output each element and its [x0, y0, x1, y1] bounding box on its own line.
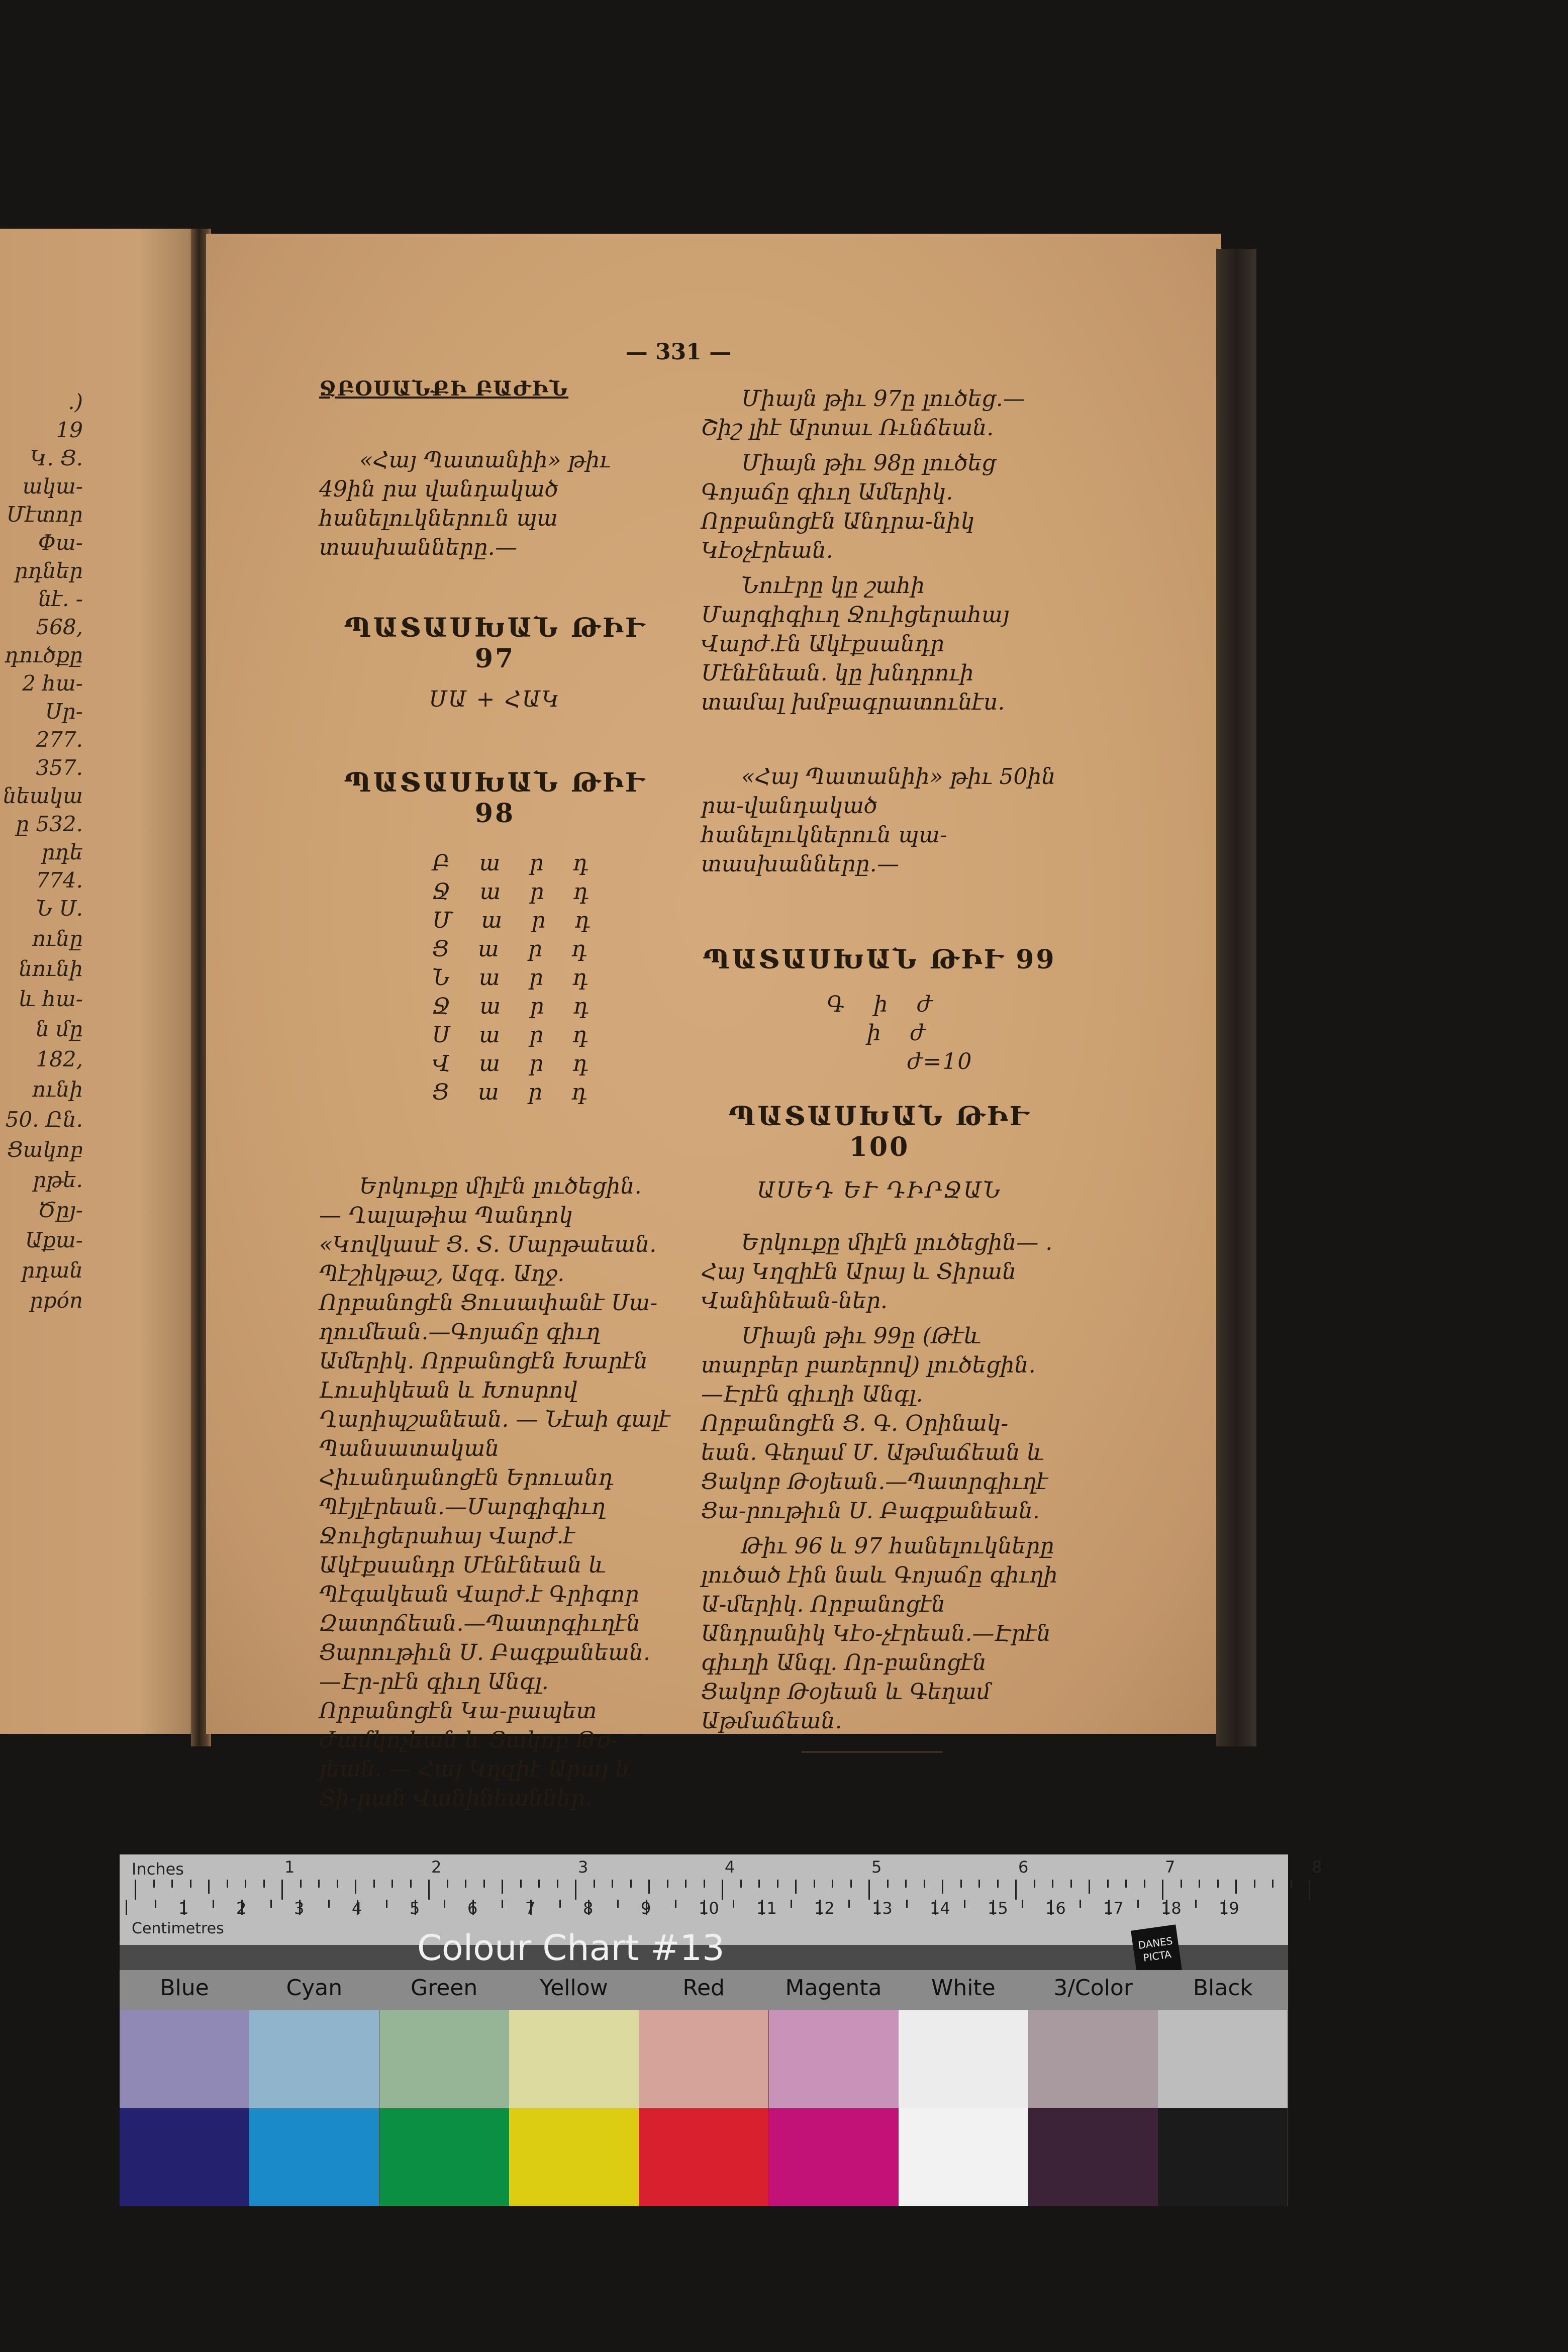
- inch-tick: [447, 1880, 448, 1888]
- inch-tick: [245, 1880, 246, 1888]
- cm-number: 10: [699, 1899, 719, 1918]
- cm-number: 11: [756, 1899, 777, 1918]
- inch-tick: [1070, 1880, 1072, 1888]
- cm-tick: [213, 1900, 214, 1908]
- end-ornament: [802, 1751, 942, 1753]
- left-page-line: 50. Ըն.: [5, 1107, 83, 1132]
- left-page-line: ակա-: [22, 474, 83, 499]
- cm-tick: [1195, 1900, 1197, 1908]
- inch-tick: [1144, 1880, 1145, 1888]
- left-page-line: Ցակոբ: [7, 1137, 83, 1162]
- right-top-notes: [701, 384, 1058, 717]
- inch-number: 8: [1312, 1857, 1322, 1877]
- inch-tick: [1181, 1880, 1182, 1888]
- right-top-paragraph: Նուէրը կը շահի Մարգիգիւղ Ջուիցերահայ Վարժ.էն Ակէքսանդր Մէնէնեան. կը խնդրուի տամալ խմբագրատունէս.: [701, 573, 1010, 715]
- left-page-text: [0, 389, 83, 1318]
- inch-tick: [281, 1880, 283, 1900]
- section-title: ՋԲՕՍԱՆՔԻ ԲԱԺԻՆ: [319, 377, 569, 401]
- cm-tick: [270, 1900, 272, 1908]
- right-solvers-paragraph: Երկուքը միլէն լուծեցին— . Հայ Կղզիէն Արայ և Տիրան Վանինեան-ներ.: [701, 1230, 1053, 1314]
- cm-tick: [848, 1900, 850, 1908]
- page-number: — 331 —: [625, 339, 732, 365]
- cm-tick: [1022, 1900, 1023, 1908]
- inch-tick: [832, 1880, 833, 1888]
- cm-number: 5: [410, 1899, 420, 1918]
- left-page-line: Փա-: [38, 530, 83, 555]
- swatch-label: Yellow: [540, 1975, 608, 2001]
- left-page-line: ը 532.: [16, 812, 83, 836]
- cm-number: 7: [525, 1899, 536, 1918]
- answer-99-row1: Գ ի ժ: [827, 992, 943, 1017]
- swatch-label: Magenta: [785, 1975, 882, 2001]
- answer-98-row: Ն ա ր դ: [432, 965, 599, 991]
- inch-tick: [337, 1880, 338, 1888]
- left-page-line: 2 հա-: [22, 671, 83, 696]
- inch-tick: [1107, 1880, 1109, 1888]
- inch-tick: [1254, 1880, 1255, 1888]
- inch-tick: [942, 1880, 943, 1894]
- inch-tick: [1125, 1880, 1127, 1888]
- inch-tick: [263, 1880, 265, 1888]
- inch-tick: [373, 1880, 375, 1888]
- cm-tick: [906, 1900, 908, 1908]
- swatch-label: Red: [682, 1975, 725, 2001]
- swatch-dark: [379, 2108, 509, 2206]
- left-solvers: Երկուքը միլէն լուծեցին․ — Ղալաթիա Պանդոկ «Կովկասէ Ց. Տ. Մարթաեան. Պէշիկթաշ, Ազգ. Աղջ. Որբանոցէն Ցուսափանէ Սա-ղումեան.—Գոյաճը գիւղ Ամերիկ. Որբանոցէն Խարէն Լուսիկեան և Խոսրով Ղարիպշանեան. — Նէաի գալէ Պանսատական Հիւանդանոցէն Երուանդ Պէյլէրեան.—Մարգիգիւղ Ջուիցերահայ Վարժ.է Ակէքսանդր Մէնէնեան և Պէգակեան Վարժ.է Գրիգոր Զատրճեան.—Պատրգիւղէն Ցարութիւն Ս. Բագքանեան.—Էր-րէն գիւղ Անգլ. Որբանոցէն Կա-բապետ Ժամկոչեան և Ցակոբ Թօ-յեան. — Հայ Կղզիէ Արայ և Տի-րան Վանինեաններ.: [319, 1173, 670, 1811]
- inch-tick: [960, 1880, 962, 1888]
- inch-tick: [850, 1880, 852, 1888]
- left-page-line: նեակա: [3, 783, 83, 808]
- inch-tick: [391, 1880, 393, 1888]
- left-page-line: Սր-: [45, 699, 83, 724]
- answer-99-title: ՊԱՏԱՍԽԱՆ ԹԻՒ 99: [703, 944, 1056, 975]
- inch-tick: [1291, 1880, 1292, 1888]
- cm-number: 4: [352, 1899, 362, 1918]
- answer-98-row: Վ ա ր դ: [432, 1051, 599, 1076]
- swatch-light: [509, 2010, 639, 2108]
- inch-tick: [905, 1880, 907, 1888]
- left-page-line: ունը: [32, 926, 83, 951]
- swatch-label: Black: [1193, 1975, 1253, 2001]
- inch-tick: [997, 1880, 999, 1888]
- swatch-light: [1028, 2010, 1158, 2108]
- swatch-dark: [639, 2108, 768, 2206]
- cm-tick: [502, 1900, 503, 1908]
- left-page-line: ն մը: [36, 1017, 83, 1041]
- left-page-line: րդան: [21, 1258, 83, 1283]
- inch-tick: [135, 1880, 136, 1900]
- inch-tick: [978, 1880, 980, 1888]
- right-top-paragraph: Միայն թիւ 98ը լուծեց Գոյաճը գիւղ Ամերիկ. Որբանոցէն Անդրա-նիկ Կէօչէրեան.: [701, 450, 996, 563]
- left-page-line: նէ. -: [38, 586, 83, 611]
- inch-tick: [1199, 1880, 1200, 1888]
- left-page-line: Ն Ս.: [36, 896, 83, 921]
- centimetres-label: Centimetres: [132, 1920, 224, 1937]
- inch-tick: [685, 1880, 687, 1888]
- left-page-line: 774.: [36, 868, 83, 893]
- swatch-dark: [509, 2108, 639, 2206]
- answer-98-row: Ջ ա ր դ: [432, 879, 600, 905]
- inch-tick: [483, 1880, 485, 1888]
- answer-98-row: Ց ա ր դ: [432, 936, 598, 962]
- inch-tick: [594, 1880, 595, 1888]
- swatch-light: [899, 2010, 1028, 2108]
- swatch-light: [1158, 2010, 1288, 2108]
- cm-number: 3: [294, 1899, 305, 1918]
- inch-tick: [520, 1880, 522, 1888]
- swatch-light: [769, 2010, 899, 2108]
- inch-tick: [704, 1880, 705, 1888]
- swatch-dark: [1158, 2108, 1288, 2206]
- inch-tick: [1217, 1880, 1219, 1888]
- inch-tick: [630, 1880, 632, 1888]
- cm-tick: [444, 1900, 445, 1908]
- cm-number: 18: [1161, 1899, 1182, 1918]
- inches-label: Inches: [132, 1859, 184, 1879]
- inch-tick: [740, 1880, 742, 1888]
- inch-tick: [1235, 1880, 1237, 1894]
- cm-tick: [964, 1900, 965, 1908]
- left-page-line: րդե: [41, 840, 83, 864]
- swatch-dark: [769, 2108, 899, 2206]
- answer-98-title: ՊԱՏԱՍԽԱՆ ԹԻՒ 98: [344, 767, 646, 829]
- answer-98-row: Ս ա ր դ: [432, 1022, 599, 1048]
- cm-number: 9: [641, 1899, 651, 1918]
- left-page-line: 19: [56, 418, 83, 442]
- inch-tick: [538, 1880, 540, 1888]
- swatch-label: White: [931, 1975, 996, 2001]
- left-page-line: Ծըյ-: [38, 1198, 83, 1222]
- cm-number: 6: [467, 1899, 478, 1918]
- left-page-line: Մէտոր: [6, 502, 83, 527]
- answer-97-text: ՍԱ + ՀԱԿ: [429, 687, 561, 712]
- cm-number: 19: [1219, 1899, 1239, 1918]
- intro-50: «Հայ Պատանիի» թիւ 50ին րա-վանդակած հանելուկներուն պա-տասխանները․—: [701, 764, 1056, 877]
- inch-tick: [227, 1880, 228, 1888]
- inch-tick: [1309, 1880, 1310, 1900]
- left-page-line: Աքա-: [25, 1228, 83, 1252]
- inch-tick: [208, 1880, 210, 1894]
- cm-number: 8: [583, 1899, 594, 1918]
- chart-title: Colour Chart #13: [417, 1927, 725, 1969]
- cm-number: 1: [178, 1899, 189, 1918]
- cm-tick: [155, 1900, 156, 1908]
- right-column: [701, 384, 1058, 1753]
- cm-tick: [386, 1900, 387, 1908]
- left-page-line: րթե.: [33, 1167, 83, 1192]
- inch-number: 6: [1018, 1857, 1029, 1877]
- swatch-light: [120, 2010, 249, 2108]
- cm-tick: [126, 1900, 127, 1915]
- cm-tick: [617, 1900, 619, 1908]
- inch-tick: [722, 1880, 723, 1900]
- cm-number: 2: [236, 1899, 247, 1918]
- inch-tick: [1034, 1880, 1035, 1888]
- swatch-label: Cyan: [286, 1975, 343, 2001]
- inch-tick: [612, 1880, 613, 1888]
- swatch-dark: [1028, 2108, 1158, 2206]
- right-top-paragraph: Միայն թիւ 97ը լուծեց.—Շիշ լիէ Արտաւ Ռւնճեան.: [701, 386, 1025, 441]
- cm-tick: [559, 1900, 561, 1908]
- answer-97-title: ՊԱՏԱՍԽԱՆ ԹԻՒ 97: [344, 613, 646, 674]
- inch-tick: [1052, 1880, 1053, 1888]
- left-page-line: դուծքը: [5, 643, 83, 667]
- answer-99-row3: ժ=10: [907, 1049, 973, 1074]
- cm-tick: [791, 1900, 792, 1908]
- answer-100-title: ՊԱՏԱՍԽԱՆ ԹԻՒ 100: [728, 1101, 1031, 1162]
- answer-98-rows: [319, 849, 671, 1107]
- intro-49: «Հայ Պատանիի» թիւ 49ին րա վանդակած հանելուկներուն պա տասխանները․—: [319, 447, 611, 560]
- swatch-dark: [120, 2108, 249, 2206]
- inch-tick: [318, 1880, 320, 1888]
- swatch-dark: [249, 2108, 379, 2206]
- swatch-label: 3/Color: [1053, 1975, 1133, 2001]
- swatch-label: Blue: [160, 1975, 209, 2001]
- inch-tick: [1089, 1880, 1090, 1894]
- inch-tick: [667, 1880, 668, 1888]
- left-column: [319, 377, 671, 1819]
- inch-tick: [557, 1880, 558, 1888]
- inch-number: 1: [284, 1857, 295, 1877]
- cm-tick: [733, 1900, 734, 1908]
- inch-tick: [153, 1880, 155, 1888]
- danes-picta-logo: DANES PICTA: [1131, 1924, 1184, 1990]
- cm-number: 12: [814, 1899, 835, 1918]
- inch-tick: [814, 1880, 815, 1888]
- answer-99-row2: ի ժ: [867, 1020, 936, 1046]
- cm-number: 15: [988, 1899, 1008, 1918]
- left-page-line: 182,: [36, 1047, 83, 1071]
- answer-98-row: Մ ա ր դ: [432, 908, 602, 933]
- right-solvers: [701, 1228, 1058, 1736]
- cm-tick: [675, 1900, 676, 1908]
- cm-number: 14: [930, 1899, 950, 1918]
- cm-tick: [1137, 1900, 1139, 1908]
- cm-tick: [1080, 1900, 1081, 1908]
- book-cover-edge: [1216, 249, 1256, 1746]
- left-page-line: նունի: [19, 956, 83, 981]
- inch-tick: [758, 1880, 760, 1888]
- left-page-line: և հա-: [19, 987, 83, 1011]
- inch-tick: [465, 1880, 466, 1888]
- swatch-light: [379, 2010, 509, 2108]
- inch-tick: [575, 1880, 576, 1900]
- answer-98-row: Ջ ա ր դ: [432, 994, 600, 1019]
- answer-100-text: ԱՍԵԴ ԵՒ ԴԻՐՋԱՆ: [757, 1178, 1002, 1203]
- answer-98-row: Ց ա ր դ: [432, 1080, 598, 1105]
- left-page-line: Կ. Ց.: [30, 446, 83, 470]
- inch-tick: [410, 1880, 412, 1888]
- inch-number: 5: [871, 1857, 882, 1877]
- swatch-light: [639, 2010, 768, 2108]
- cm-tick: [328, 1900, 330, 1908]
- inch-number: 7: [1165, 1857, 1175, 1877]
- left-page-line: 277.: [36, 727, 83, 752]
- cm-number: 16: [1045, 1899, 1066, 1918]
- inch-number: 4: [725, 1857, 735, 1877]
- swatch-light: [249, 2010, 379, 2108]
- swatch-label: Green: [410, 1975, 478, 2001]
- inch-tick: [428, 1880, 430, 1900]
- left-page-line: ունի: [32, 1077, 83, 1102]
- answer-98-row: Բ ա ր դ: [432, 850, 600, 876]
- inch-tick: [1015, 1880, 1017, 1900]
- inch-tick: [171, 1880, 173, 1888]
- inch-tick: [1272, 1880, 1273, 1888]
- inch-tick: [924, 1880, 925, 1888]
- inch-number: 2: [431, 1857, 442, 1877]
- inch-tick: [795, 1880, 797, 1894]
- inch-tick: [190, 1880, 191, 1888]
- right-solvers-paragraph: Թիւ 96 և 97 հանելուկները լուծած էին նաև Գոյաճը գիւղի Ա-մերիկ. Որբանոցէն Անդրանիկ Կէօ-չէրեան.—Էրէն գիւղի Անգլ. Որ-բանոցէն Ցակոբ Թօյեան և Գեղամ Աթմաճեան.: [701, 1533, 1058, 1734]
- inch-tick: [355, 1880, 356, 1894]
- inch-number: 3: [578, 1857, 589, 1877]
- cm-number: 17: [1103, 1899, 1124, 1918]
- left-page-line: րդներ: [14, 558, 83, 583]
- inch-tick: [1162, 1880, 1163, 1900]
- inch-tick: [777, 1880, 778, 1888]
- swatch-dark: [899, 2108, 1028, 2206]
- inch-tick: [300, 1880, 302, 1888]
- left-page-line: .): [68, 389, 83, 414]
- inch-tick: [887, 1880, 889, 1888]
- left-page-line: 357.: [36, 755, 83, 780]
- inch-tick: [648, 1880, 650, 1894]
- inch-tick: [868, 1880, 870, 1900]
- left-page-line: 568,: [36, 615, 83, 639]
- left-page-line: րpóп: [29, 1288, 83, 1313]
- inch-tick: [502, 1880, 503, 1894]
- right-solvers-paragraph: Միայն թիւ 99ը (Թէև տարբեր բառերով) լուծեցին․—Էրէն գիւղի Անգլ. Որբանոցէն Ց. Գ. Օրինակ-եան. Գեղամ Մ. Աթմաճեան և Ցակոբ Թօյեան.—Պատրգիւղէ Ցա-րութիւն Ս. Բագքանեան.: [701, 1323, 1048, 1524]
- cm-number: 13: [872, 1899, 893, 1918]
